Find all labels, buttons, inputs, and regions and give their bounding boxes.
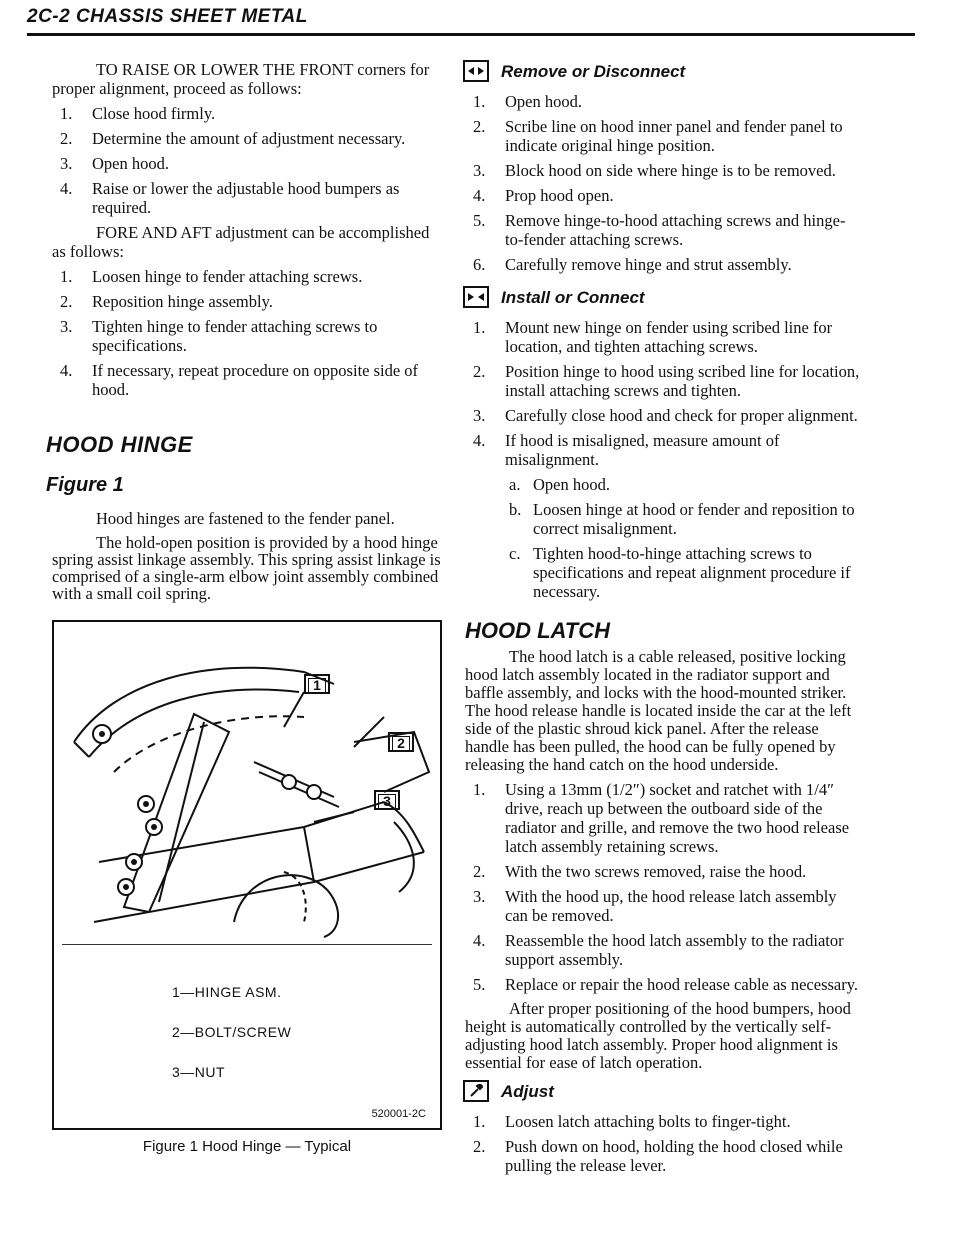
step-number: 1. [60, 267, 73, 286]
list-item [52, 292, 444, 311]
step-text: Raise or lower the adjustable hood bumpers as required. [92, 179, 400, 217]
substep-text: Loosen hinge at hood or fender and reposition to correct misalignment. [533, 500, 855, 538]
step-text: Loosen latch attaching bolts to finger-tight. [505, 1112, 791, 1131]
remove-steps-list [465, 92, 860, 274]
figure-1-box [52, 620, 442, 1130]
list-item [465, 186, 860, 205]
step-text: Remove hinge-to-hood attaching screws and hinge-to-fender attaching screws. [505, 211, 846, 249]
step-number: 1. [473, 1112, 486, 1131]
step-number: 4. [473, 931, 486, 950]
wrench-icon [463, 1080, 489, 1102]
legend-item-3: 3—NUT [172, 1064, 226, 1080]
left-column [46, 60, 444, 608]
callout-3 [374, 790, 400, 810]
list-item [465, 431, 860, 469]
list-item [465, 1112, 860, 1131]
list-item [465, 211, 860, 249]
step-number: 6. [473, 255, 486, 274]
substep-letter: b. [509, 500, 522, 519]
substep-text: Open hood. [533, 475, 610, 494]
intro-paragraph: TO RAISE OR LOWER THE FRONT corners for proper alignment, proceed as follows: [52, 60, 430, 98]
step-text: Position hinge to hood using scribed line for location, install attaching screws and tighten. [505, 362, 860, 400]
adjust-steps-list [465, 1112, 860, 1175]
step-text: Carefully close hood and check for proper alignment. [505, 406, 858, 425]
figure-separator [62, 944, 432, 945]
steps-a-list [52, 104, 444, 217]
step-text: If necessary, repeat procedure on opposite side of hood. [92, 361, 419, 399]
substep-letter: c. [509, 544, 521, 563]
hood-hinge-heading: HOOD HINGE [46, 432, 193, 457]
adjust-heading-row [463, 1080, 860, 1102]
callout-2 [388, 732, 414, 752]
step-text: With the two screws removed, raise the hood. [505, 862, 807, 881]
legend-item-1: 1—HINGE ASM. [172, 984, 282, 1000]
list-item [465, 862, 860, 881]
step-number: 5. [473, 211, 486, 230]
step-number: 1. [473, 92, 486, 111]
list-item [52, 129, 444, 148]
hinge-paragraph-1: Hood hinges are fastened to the fender panel. [96, 509, 395, 528]
callout-1 [304, 674, 330, 694]
legend-item-2: 2—BOLT/SCREW [172, 1024, 292, 1040]
list-item [465, 117, 860, 155]
list-item [52, 361, 444, 399]
callout-1-label: 1 [308, 678, 326, 693]
step-number: 2. [473, 862, 486, 881]
step-text: Tighten hinge to fender attaching screws to specifications. [92, 317, 378, 355]
step-number: 1. [473, 318, 486, 337]
list-item [465, 92, 860, 111]
steps-b-list [52, 267, 444, 399]
step-number: 2. [60, 129, 73, 148]
step-number: 5. [473, 975, 486, 994]
list-item [465, 975, 860, 994]
list-item [465, 1137, 860, 1175]
substep-text: Tighten hood-to-hinge attaching screws to specifications and repeat alignment procedure if necessary. [533, 544, 851, 601]
list-item [52, 317, 444, 355]
step-text: Reassemble the hood latch assembly to the radiator support assembly. [505, 931, 844, 969]
substep-letter: a. [509, 475, 521, 494]
list-item [465, 780, 860, 856]
step-text: Push down on hood, holding the hood closed while pulling the release lever. [505, 1137, 843, 1175]
list-item [52, 104, 444, 123]
step-number: 3. [60, 154, 73, 173]
step-text: With the hood up, the hood release latch assembly can be removed. [505, 887, 837, 925]
step-text: Reposition hinge assembly. [92, 292, 273, 311]
list-item [505, 544, 860, 601]
step-number: 3. [473, 406, 486, 425]
list-item [465, 255, 860, 274]
list-item [465, 318, 860, 356]
step-number: 4. [60, 361, 73, 380]
install-steps-list [465, 318, 860, 601]
remove-heading: Remove or Disconnect [501, 61, 686, 81]
step-number: 1. [473, 780, 486, 799]
latch-paragraph-1: The hood latch is a cable released, positive locking hood latch assembly located in the radiator support and baffle assembly, and locks with the hood-mounted striker. The hood release handle is located inside the car at the left side of the plastic shroud kick panel. After the release handle has been pulled, the hood can be fully opened by releasing the hand catch on the hood underside. [465, 647, 852, 774]
install-heading: Install or Connect [501, 287, 645, 307]
hood-hinge-illustration [54, 622, 440, 942]
adjust-heading: Adjust [501, 1081, 554, 1101]
fore-aft-paragraph: FORE AND AFT adjustment can be accomplished as follows: [52, 223, 430, 261]
install-heading-row [463, 286, 860, 308]
list-item [465, 887, 860, 925]
page-header-title: 2C-2 CHASSIS SHEET METAL [27, 6, 308, 27]
remove-arrows-icon [463, 60, 489, 82]
callout-2-label: 2 [392, 736, 410, 751]
step-number: 4. [60, 179, 73, 198]
figure-reference-heading: Figure 1 [46, 474, 124, 496]
step-text: Scribe line on hood inner panel and fender panel to indicate original hinge position. [505, 117, 843, 155]
step-number: 3. [473, 887, 486, 906]
list-item [465, 406, 860, 425]
figure-id: 520001-2C [371, 1108, 426, 1120]
callout-3-label: 3 [378, 794, 396, 809]
install-arrows-icon [463, 286, 489, 308]
list-item [52, 267, 444, 286]
list-item [52, 154, 444, 173]
step-number: 2. [473, 117, 486, 136]
step-text: Loosen hinge to fender attaching screws. [92, 267, 363, 286]
step-text: Close hood firmly. [92, 104, 216, 123]
step-number: 2. [473, 1137, 486, 1156]
right-column [465, 60, 860, 1181]
step-text: Replace or repair the hood release cable as necessary. [505, 975, 859, 994]
step-text: Prop hood open. [505, 186, 614, 205]
step-number: 3. [473, 161, 486, 180]
list-item [505, 500, 860, 538]
latch-paragraph-2: After proper positioning of the hood bumpers, hood height is automatically controlled by the vertically self-adjusting hood latch assembly. Proper hood alignment is essential for ease of latch operation. [465, 999, 851, 1072]
step-text: Open hood. [505, 92, 582, 111]
hinge-paragraph-2: The hold-open position is provided by a hood hinge spring assist linkage assembly. This spring assist linkage is comprised of a single-arm elbow joint assembly combined with a small coil spring. [52, 533, 441, 603]
step-number: 4. [473, 431, 486, 450]
header-rule [27, 33, 915, 36]
list-item [465, 362, 860, 400]
latch-steps-list [465, 780, 860, 994]
step-text: If hood is misaligned, measure amount of misalignment. [505, 431, 780, 469]
list-item [465, 161, 860, 180]
step-text: Mount new hinge on fender using scribed line for location, and tighten attaching screws. [505, 318, 833, 356]
step-text: Carefully remove hinge and strut assembly. [505, 255, 792, 274]
step-number: 3. [60, 317, 73, 336]
hood-latch-heading: HOOD LATCH [465, 618, 611, 643]
step-text: Block hood on side where hinge is to be removed. [505, 161, 836, 180]
step-number: 1. [60, 104, 73, 123]
list-item [52, 179, 444, 217]
step-number: 2. [473, 362, 486, 381]
figure-caption: Figure 1 Hood Hinge — Typical [142, 1138, 352, 1155]
list-item [505, 475, 860, 494]
step-number: 2. [60, 292, 73, 311]
step-text: Open hood. [92, 154, 169, 173]
step-number: 4. [473, 186, 486, 205]
step-text: Using a 13mm (1/2″) socket and ratchet with 1/4″ drive, reach up between the outboard side of the radiator and grille, and remove the two hood release latch assembly retaining screws. [505, 780, 850, 856]
list-item [465, 931, 860, 969]
step-text: Determine the amount of adjustment necessary. [92, 129, 406, 148]
remove-heading-row [463, 60, 860, 82]
